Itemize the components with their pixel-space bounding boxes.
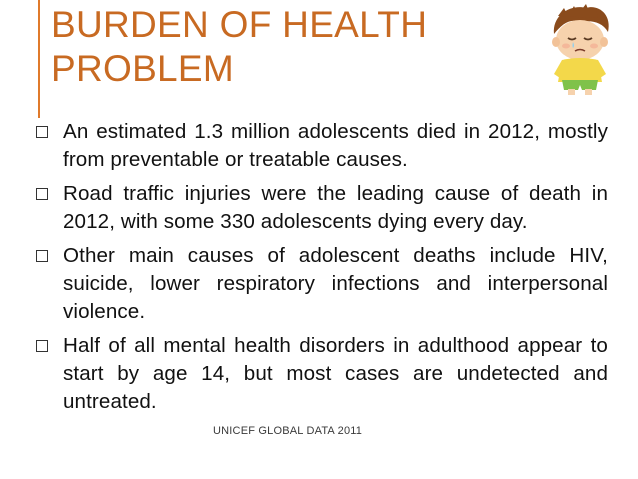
bullet-list [36,118,608,422]
checkbox-square-icon [36,340,48,352]
bullet-text: An estimated 1.3 million adolescents died in 2012, mostly from preventable or treatable causes. [63,120,608,171]
bullet-text: Half of all mental health disorders in adulthood appear to start by age 14, but most cases are undetected and untreated. [63,334,608,413]
title-line-2: PROBLEM [51,48,235,89]
bullet-text: Road traffic injuries were the leading cause of death in 2012, with some 330 adolescents dying every day. [63,182,608,233]
bullet-text: Other main causes of adolescent deaths include HIV, suicide, lower respiratory infections and interpersonal violence. [63,244,608,323]
bullet-item [36,242,608,326]
title-accent-rule [38,0,40,118]
bullet-item [36,118,608,174]
checkbox-square-icon [36,250,48,262]
bullet-item [36,180,608,236]
bullet-item [36,332,608,416]
slide-title [51,3,501,91]
sad-boy-illustration [532,0,628,96]
source-footer: UNICEF GLOBAL DATA 2011 [213,425,363,437]
title-line-1: BURDEN OF HEALTH [51,4,428,45]
checkbox-square-icon [36,126,48,138]
checkbox-square-icon [36,188,48,200]
